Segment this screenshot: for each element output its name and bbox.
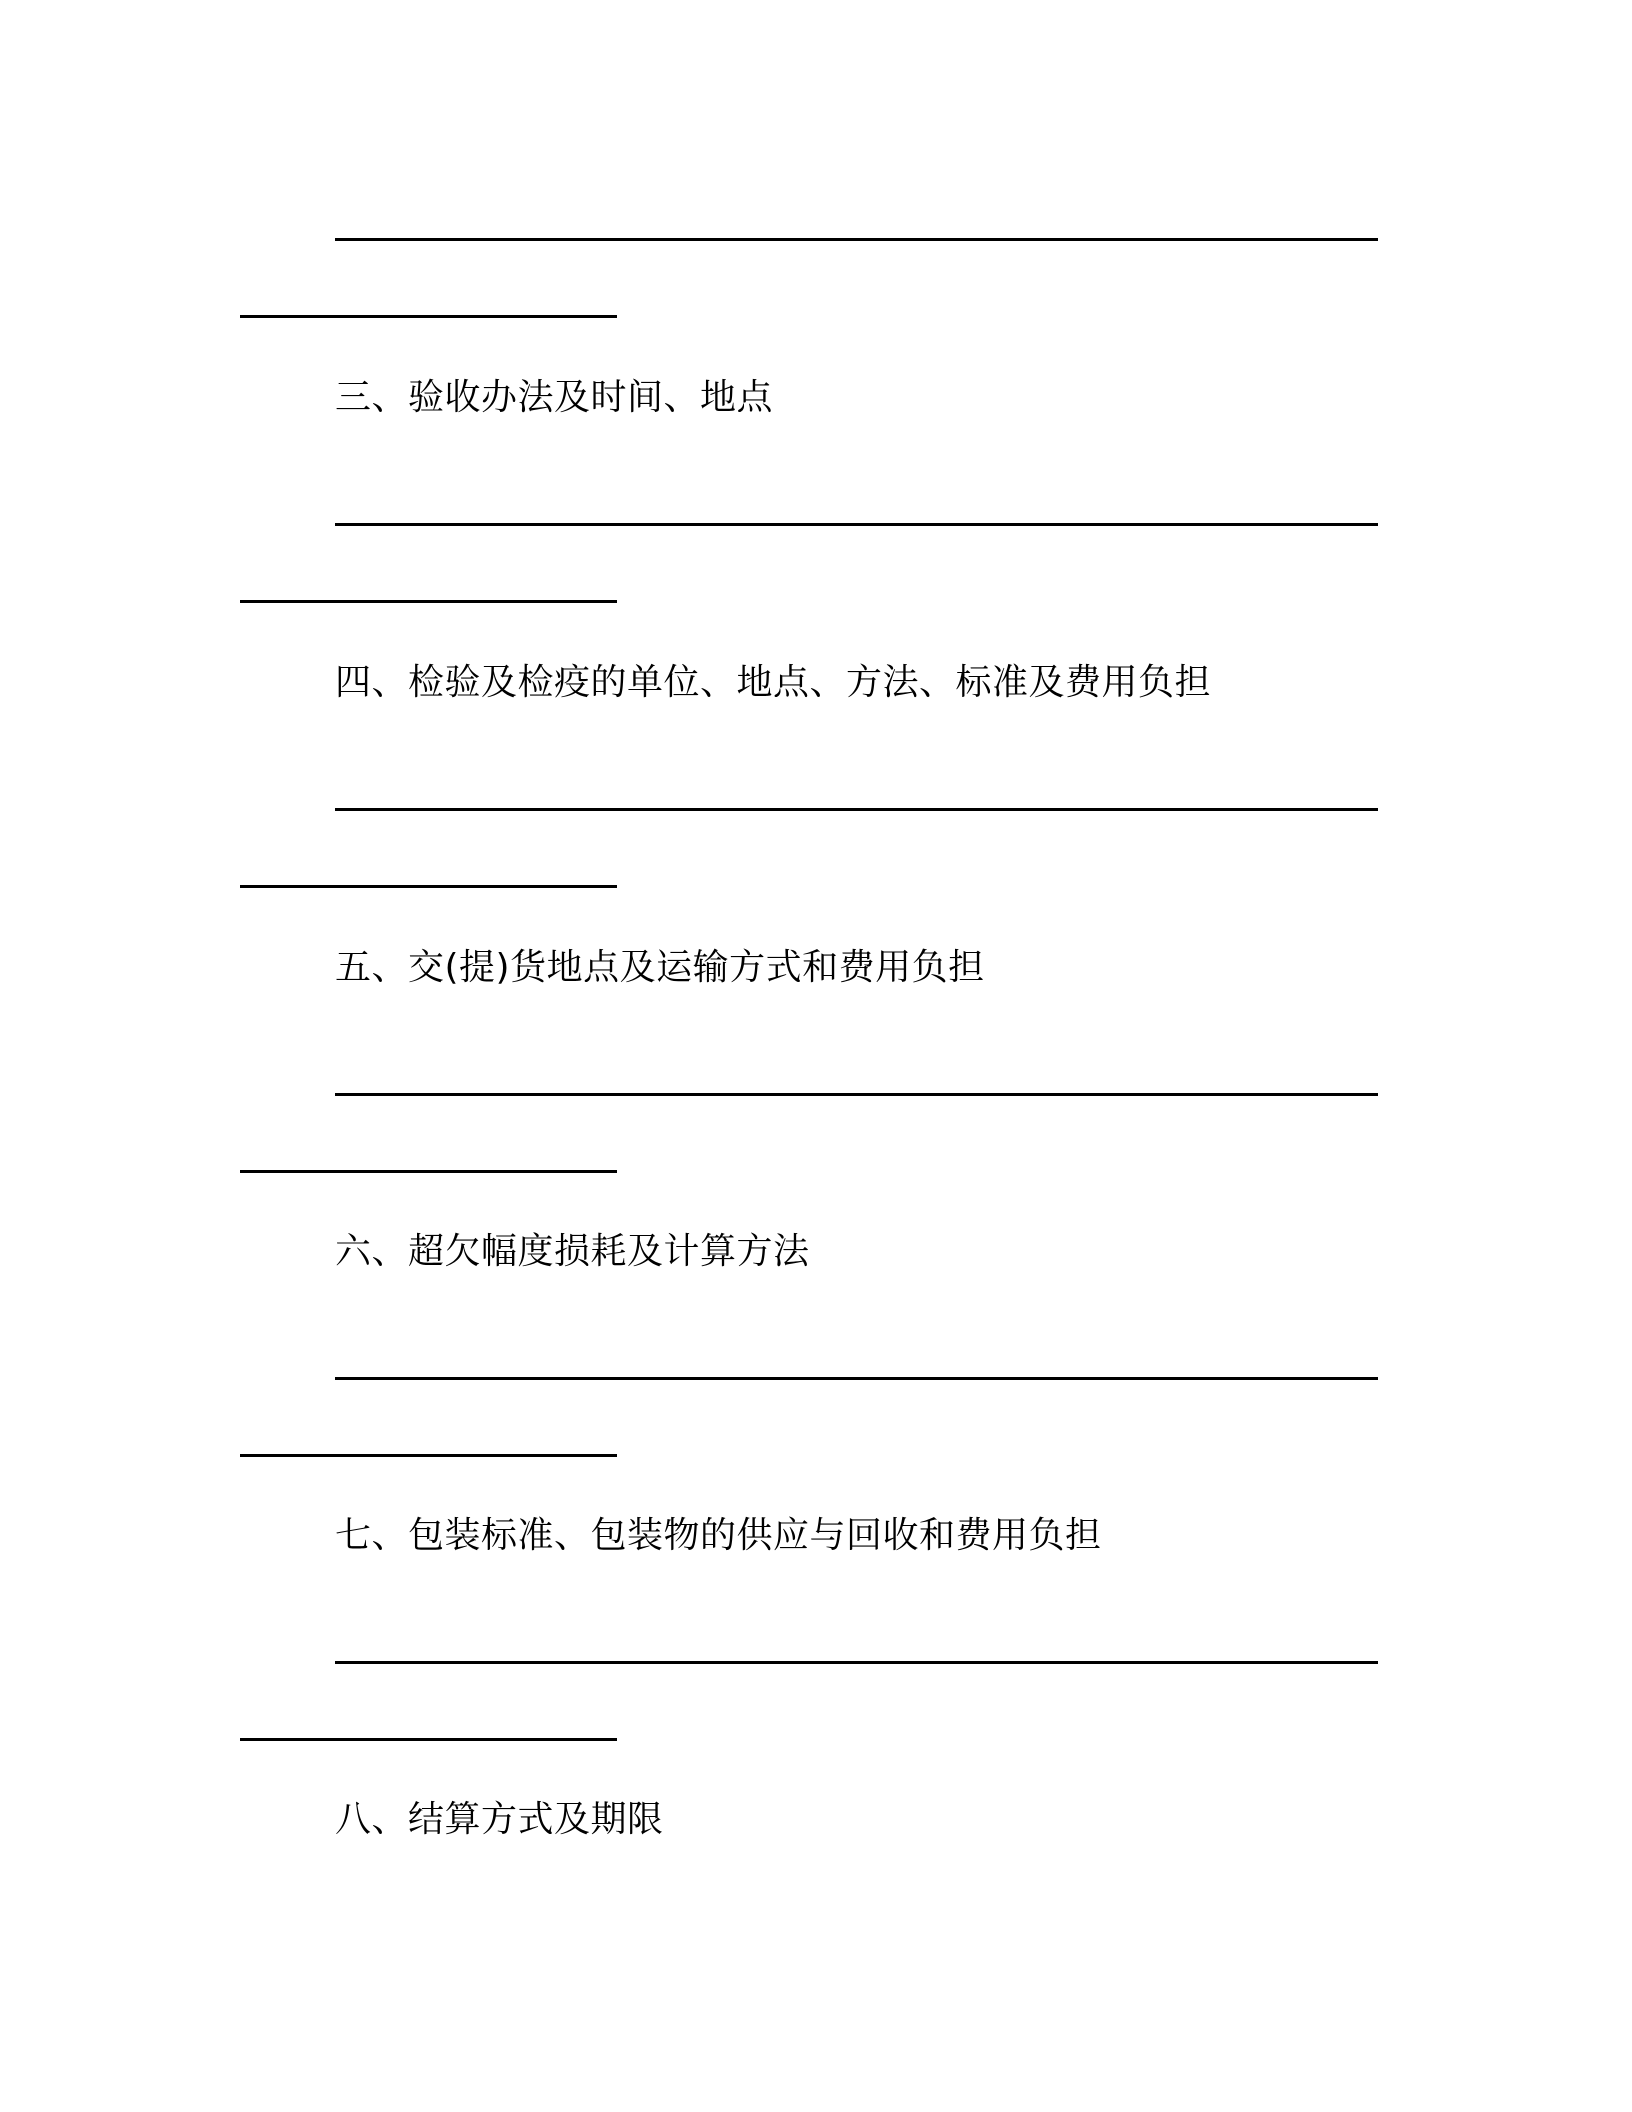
section-heading-5: 五、交(提)货地点及运输方式和费用负担 [335, 947, 985, 988]
blank-line [335, 238, 1378, 241]
blank-line [335, 523, 1378, 526]
blank-line [240, 1170, 617, 1173]
section-heading-8: 八、结算方式及期限 [335, 1799, 664, 1840]
blank-line [240, 1738, 617, 1741]
section-heading-7: 七、包装标准、包装物的供应与回收和费用负担 [335, 1515, 1102, 1556]
blank-line [335, 808, 1378, 811]
section-heading-6: 六、超欠幅度损耗及计算方法 [335, 1231, 810, 1272]
blank-line [240, 885, 617, 888]
blank-line [240, 1454, 617, 1457]
blank-line [240, 600, 617, 603]
section-heading-3: 三、验收办法及时间、地点 [335, 377, 774, 418]
blank-line [335, 1661, 1378, 1664]
blank-line [335, 1377, 1378, 1380]
blank-line [335, 1093, 1378, 1096]
blank-line [240, 315, 617, 318]
section-heading-4: 四、检验及检疫的单位、地点、方法、标准及费用负担 [335, 662, 1212, 703]
